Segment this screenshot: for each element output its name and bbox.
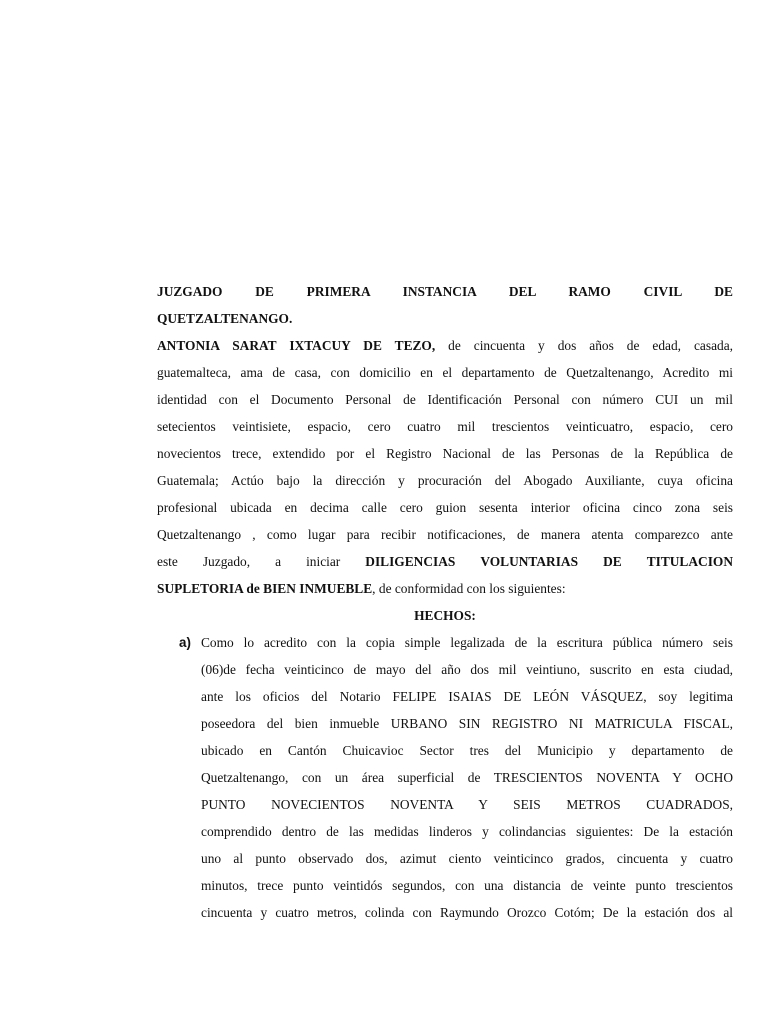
heading-word: DEL [508,284,536,299]
fact-line-1: Como lo acredito con la copia simple legalizada de la escritura pública número seis [201,635,733,650]
fact-line-9: uno al punto observado dos, azimut ciento veinticinco grados, cincuenta y cuatro [201,851,733,866]
procedure-word: DILIGENCIAS [365,554,456,569]
heading-word: DE [714,284,733,299]
procedure-name: SUPLETORIA de BIEN INMUEBLE [157,581,373,596]
fact-line-11: cincuenta y cuatro metros, colinda con Raymundo Orozco Cotóm; De la estación dos al [201,905,733,920]
intro-word: Juzgado, [202,554,251,569]
intro-text: de cincuenta y dos años de edad, casada, [435,338,733,353]
intro-line-4: setecientos veintisiete, espacio, cero cuatro mil trescientos veinticuatro, espacio, cero [157,419,733,434]
heading-word: PRIMERA [306,284,370,299]
intro-line-10 [157,575,733,602]
fact-marker: a) [179,635,191,650]
fact-line-8: comprendido dentro de las medidas linderos y colindancias siguientes: De la estación [201,824,733,839]
intro-line-1 [157,332,733,359]
procedure-word: TITULACION [646,554,733,569]
heading-word: RAMO [568,284,611,299]
petitioner-name: ANTONIA SARAT IXTACUY DE TEZO, [157,338,436,353]
intro-line-2: guatemalteca, ama de casa, con domicilio en el departamento de Quetzaltenango, Acredito mi [157,365,733,380]
intro-line-9 [157,548,733,575]
fact-line-5: ubicado en Cantón Chuicavioc Sector tres del Municipio y departamento de [201,743,733,758]
intro-line-8: Quetzaltenango , como lugar para recibir notificaciones, de manera atenta comparezco ante [157,527,733,542]
court-heading-line-2: QUETZALTENANGO. [157,311,293,326]
intro-word: este [157,554,178,569]
fact-line-3: ante los oficios del Notario FELIPE ISAIAS DE LEÓN VÁSQUEZ, soy legitima [201,689,733,704]
fact-item-a [179,629,733,926]
fact-line-10: minutos, trece punto veintidós segundos, con una distancia de veinte punto trescientos [201,878,733,893]
heading-word: CIVIL [643,284,682,299]
heading-word: DE [255,284,274,299]
intro-line-7: profesional ubicada en decima calle cero guion sesenta interior oficina cinco zona seis [157,500,733,515]
fact-line-7: PUNTO NOVECIENTOS NOVENTA Y SEIS METROS CUADRADOS, [201,797,733,812]
intro-line-5: novecientos trece, extendido por el Registro Nacional de las Personas de la República de [157,446,733,461]
document-body [157,278,733,926]
heading-word: INSTANCIA [402,284,477,299]
intro-line-3: identidad con el Documento Personal de Identificación Personal con número CUI un mil [157,392,733,407]
procedure-word: VOLUNTARIAS [480,554,579,569]
fact-line-2: (06)de fecha veinticinco de mayo del año dos mil veintiuno, suscrito en esta ciudad, [201,662,733,677]
intro-line-6: Guatemala; Actúo bajo la dirección y procuración del Abogado Auxiliante, cuya oficina [157,473,733,488]
heading-word: JUZGADO [157,284,223,299]
intro-text: , de conformidad con los siguientes: [372,581,566,596]
fact-line-4: poseedora del bien inmueble URBANO SIN REGISTRO NI MATRICULA FISCAL, [201,716,733,731]
intro-word: iniciar [306,554,341,569]
intro-word: a [275,554,282,569]
court-heading-line-1 [157,278,733,305]
fact-line-6: Quetzaltenango, con un área superficial de TRESCIENTOS NOVENTA Y OCHO [201,770,733,785]
procedure-word: DE [603,554,622,569]
facts-heading: HECHOS: [414,608,476,623]
